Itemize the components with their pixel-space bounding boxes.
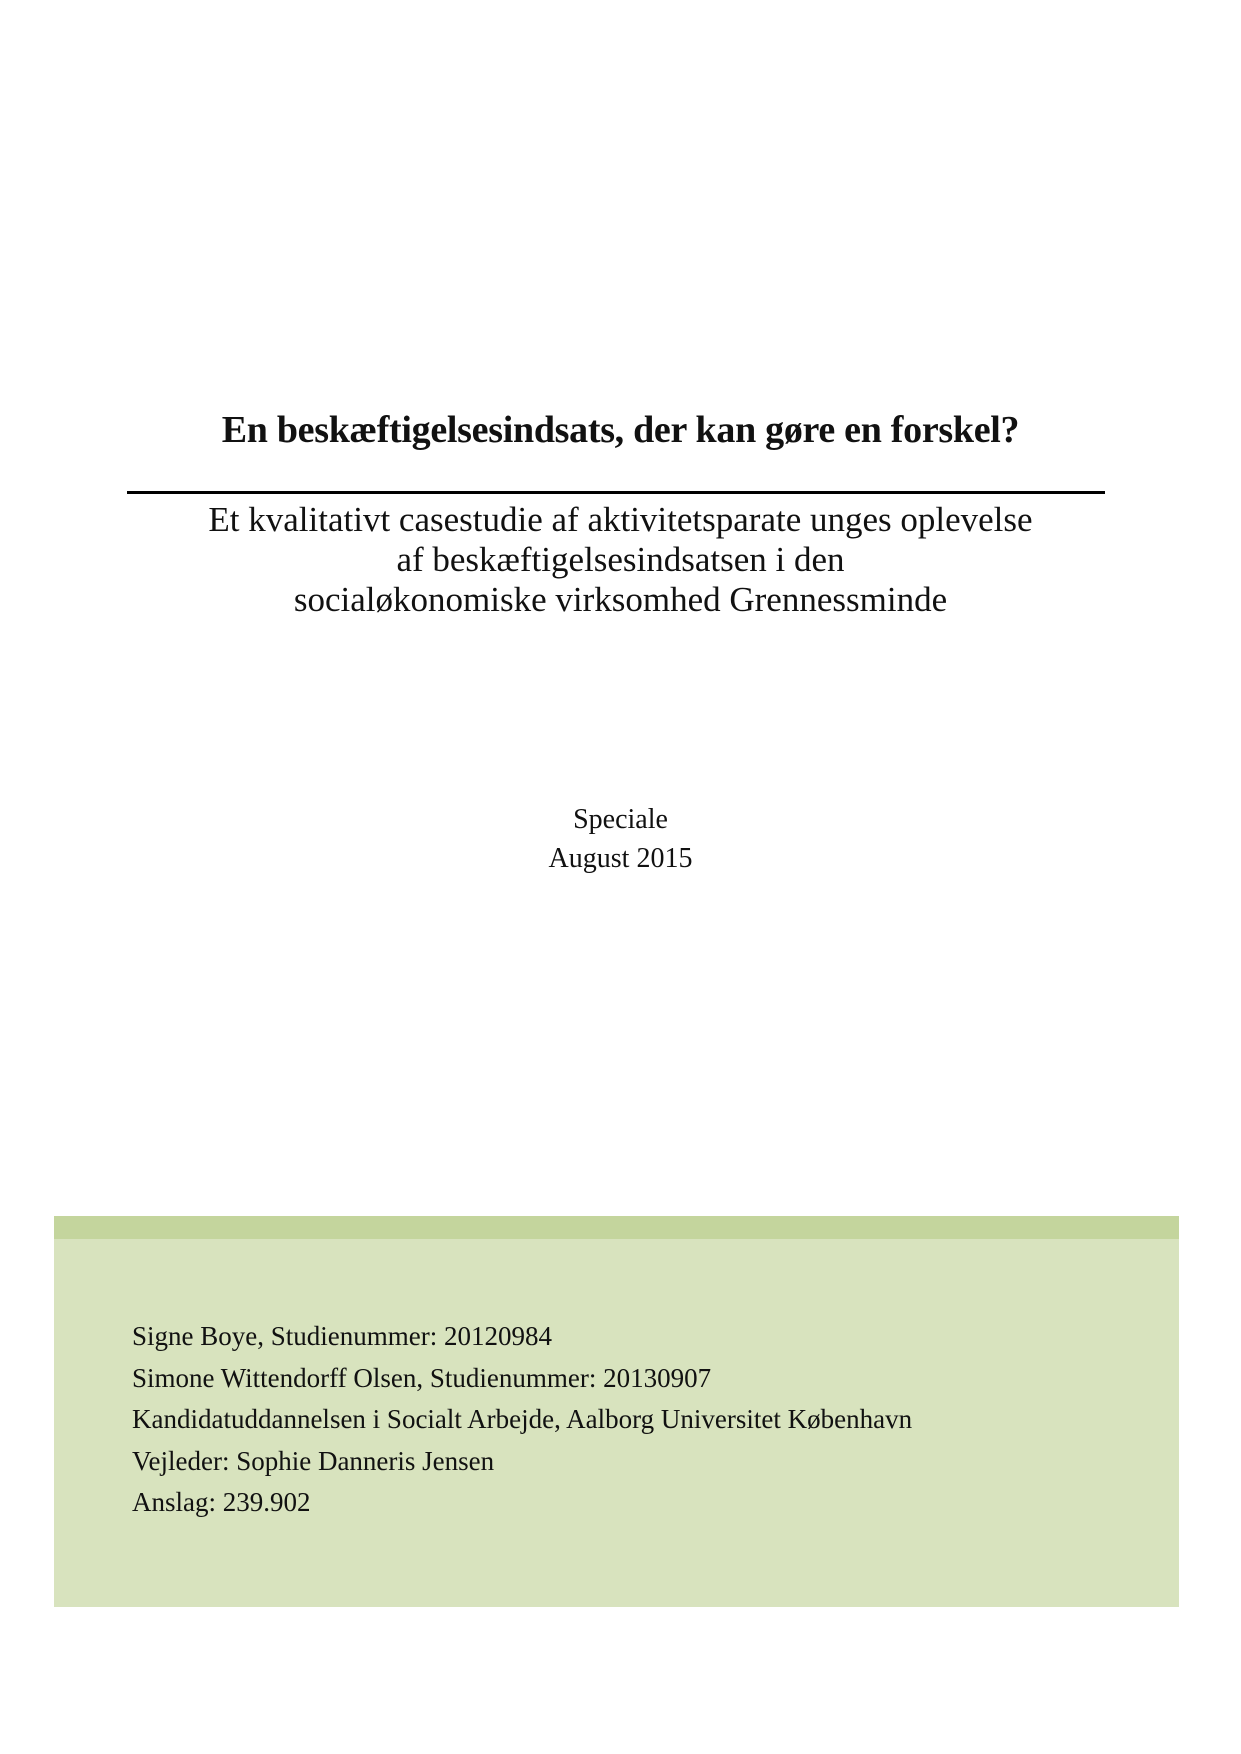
supervisor-line: Vejleder: Sophie Danneris Jensen — [132, 1445, 495, 1476]
document-meta — [0, 800, 1241, 878]
document-title: En beskæftigelsesindsats, der kan gøre en forskel? — [221, 409, 1020, 451]
author-line-2: Simone Wittendorff Olsen, Studienummer: 20130907 — [132, 1362, 712, 1393]
subtitle-line: socialøkonomiske virksomhed Grennessminde — [293, 580, 948, 619]
author-info-box — [54, 1216, 1179, 1607]
subtitle-line: af beskæftigelsesindsatsen i den — [396, 540, 845, 579]
author-line-1: Signe Boye, Studienummer: 20120984 — [132, 1321, 552, 1351]
document-subtitle — [0, 500, 1241, 620]
document-type: Speciale — [573, 804, 668, 835]
subtitle-line: Et kvalitativt casestudie af aktivitetsparate unges oplevelse — [208, 500, 1033, 539]
document-date: August 2015 — [548, 843, 693, 874]
title-divider — [127, 491, 1105, 494]
info-box-header-bar — [54, 1216, 1179, 1239]
character-count-line: Anslag: 239.902 — [132, 1487, 311, 1517]
program-line: Kandidatuddannelsen i Socialt Arbejde, Aalborg Universitet København — [132, 1404, 913, 1434]
author-info-lines — [132, 1316, 912, 1524]
